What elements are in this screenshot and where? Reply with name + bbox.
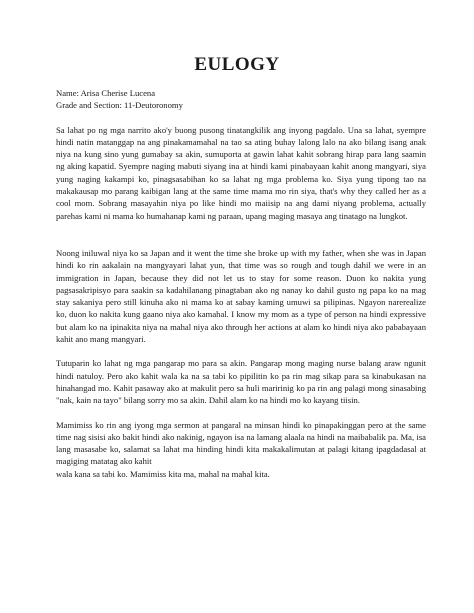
spacer bbox=[56, 345, 426, 357]
document-body bbox=[56, 87, 426, 480]
paragraph-2: Noong iniluwal niya ko sa Japan and it went the time she broke up with my father, when she was in Japan hindi ko rin aakalain na mangyayari lahat yun, that time was so rough and tough dahil we were in an immigration in Japan, because they did not let us to stay for some reason. Duon ko nakita yung pagsasakripisyo para saakin sa kadahilanang pinagtaban ako ng nanay ko dahil gusto ng papa ko na mag stay sakaniya pero still kinuha ako ni mama ko at sabay kaming umuwi sa pilipinas. Ngayon narerealize ko, duon ko nakita kung gaano niya ako kamahal. I know my mom as a type of person na hindi expressive but alam ko na ipinakita niya na mahal niya ako through her actions at alam ko hindi niya ako pababayaan kahit ano mang mangyari. bbox=[56, 247, 426, 345]
spacer bbox=[56, 112, 426, 124]
paragraph-3: Tutuparin ko lahat ng mga pangarap mo para sa akin. Pangarap mong maging nurse balang araw ngunit hindi natuloy. Pero ako kahit wala ka na sa tabi ko pipilitin ko pa rin mag sikap para sa kinabukasan na hinahangad mo. Kahit pasaway ako at makulit pero sa huli maririnig ko pa rin ang palagi mong sinasabing "nak, kain na tayo" bilang sorry mo sa akin. Dahil alam ko na hindi mo ko kayang tiisin. bbox=[56, 358, 426, 406]
spacer bbox=[56, 222, 426, 247]
student-name: Name: Arisa Cherise Lucena bbox=[56, 88, 156, 98]
paragraph-4-closing-line: wala kana sa tabi ko. Mamimiss kita ma, mahal na mahal kita. bbox=[56, 468, 270, 479]
spacer bbox=[56, 407, 426, 419]
paragraph-4: Mamimiss ko rin ang iyong mga sermon at pangaral na minsan hindi ko pinapakinggan pero at the same time nag sisisi ako bakit hindi ako nakinig, ngayon isa na lamang alaala na hindi na maibabalik pa. Ma, isa lang masasabe ko, salamat sa lahat ma hinding hindi kita makakalimutan at palagi kitang ipagdadasal at magiging matatag ako kahit bbox=[56, 419, 426, 467]
page-title: EULOGY bbox=[194, 54, 280, 75]
paragraph-1: Sa lahat po ng mga narrito ako'y buong pusong tinatangkilik ang inyong pagdalo. Una sa lahat, syempre hindi natin matanggap na ang pinakamamahal na tao sa ating buhay lalong lalo na ako bilang isang anak niya na kung sino yung gumabay sa akin, sumuporta at gawin lahat kahit sobrang hirap para lang saamin ng aking kapatid. Syempre naging mabuti siyang ina at hindi kami pinabayaan kahit anong mangyari, siya yung naging kakampi ko, pinagsasabihan ko sa lahat ng mga problema ko. Siya yung tipong tao na makakausap mo parang kaibigan lang at the same time mama mo rin siya, that's why they called her as a cool mom. Sobrang masayahin niya po like hindi mo maiisip na ang dami niyang problema, actually parehas kami ni mama ko humahanap kami ng paraan, upang maging masaya ang tinatago na lungkot. bbox=[56, 124, 426, 221]
grade-section: Grade and Section: 11-Deutoronomy bbox=[56, 100, 183, 111]
